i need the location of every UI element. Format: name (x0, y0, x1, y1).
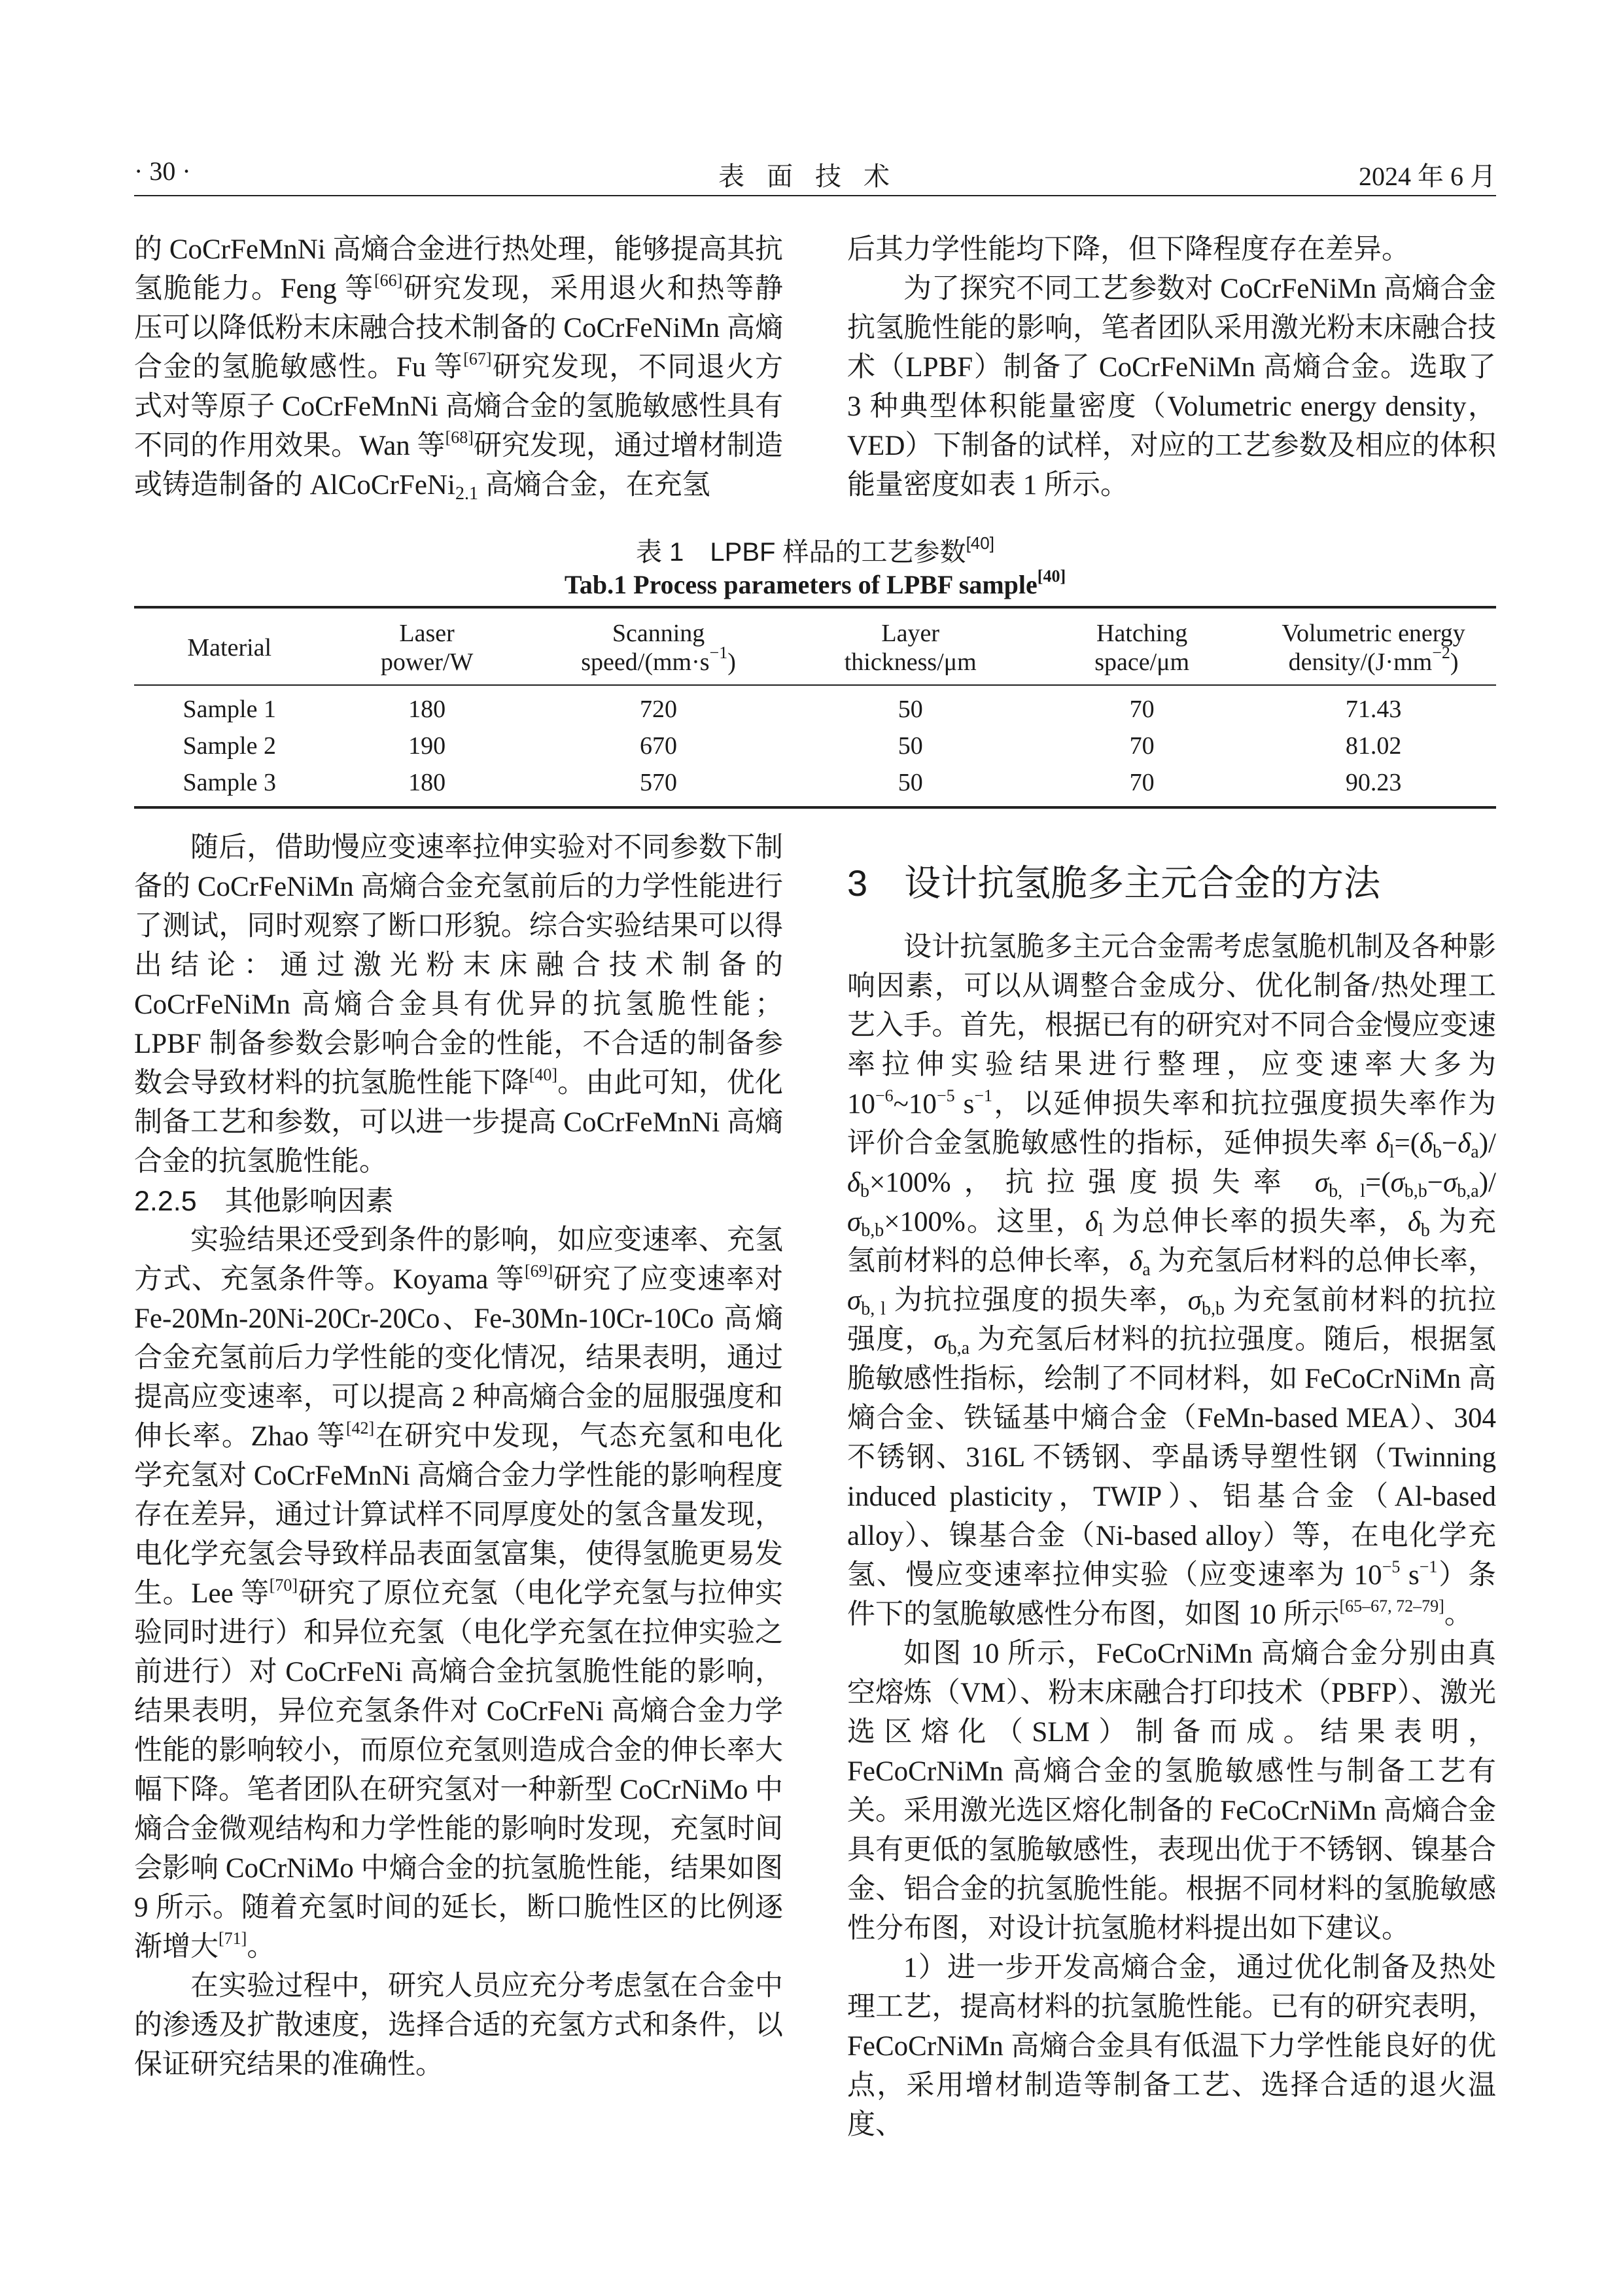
paragraph: 的 CoCrFeMnNi 高熵合金进行热处理，能够提高其抗氢脆能力。Feng 等[66]研究发现，采用退火和热等静压可以降低粉末床融合技术制备的 CoCrFeNiMn 高熵合金的氢脆敏感性。Fu 等[67]研究发现，不同退火方式对等原子 CoCrFeMnNi 高熵合金的氢脆敏感性具有不同的作用效果。Wan 等[68]研究发现，通过增材制造或铸造制备的 AlCoCrFeNi$_{2.1}$ 高熵合金，在充氢 (134, 234, 784, 504)
table-cell: 70 (1129, 732, 1155, 760)
column-left-bottom (134, 828, 783, 2085)
table-caption-en: Tab.1 Process parameters of LPBF sample[40] (564, 567, 1066, 599)
paragraph: 如图 10 所示，FeCoCrNiMn 高熵合金分别由真空熔炼（VM）、粉末床融合打印技术（PBFP）、激光选区熔化（SLM）制备而成。结果表明，FeCoCrNiMn 高熵合金的氢脆敏感性与制备工艺有关。采用激光选区熔化制备的 FeCoCrNiMn 高熵合金具有更低的氢脆敏感性，表现出优于不锈钢、镍基合金、铝合金的抗氢脆性能。根据不同材料的氢脆敏感性分布图，对设计抗氢脆材料提出如下建议。 (847, 1638, 1496, 1944)
table-row (134, 728, 1496, 764)
table-cell: 180 (408, 696, 446, 723)
table-cell: Sample 2 (183, 732, 276, 760)
col-header-hatching-space: Hatching space/μm (1094, 620, 1190, 676)
table-cell: 670 (640, 732, 678, 760)
paragraph: 1）进一步开发高熵合金，通过优化制备及热处理工艺，提高材料的抗氢脆性能。已有的研究表明，FeCoCrNiMn 高熵合金具有低温下力学性能良好的优点，采用增材制造等制备工艺、选择合适的退火温度、 (847, 1952, 1496, 2140)
table-cell: 70 (1129, 769, 1155, 796)
table-row (134, 685, 1496, 728)
table-cell: 50 (898, 696, 923, 723)
section-heading: 3 设计抗氢脆多主元合金的方法 (847, 862, 1381, 904)
table-cell: Sample 3 (183, 769, 276, 796)
col-header-layer-thickness: Layer thickness/μm (844, 620, 977, 676)
col-header-laser-power: Laser power/W (380, 620, 474, 676)
issue-date: 2024 年 6 月 (1359, 162, 1496, 191)
process-parameters-table (134, 606, 1496, 809)
column-left-top (134, 230, 783, 505)
paragraph: 设计抗氢脆多主元合金需考虑氢脆机制及各种影响因素，可以从调整合金成分、优化制备/热处理工艺入手。首先，根据已有的研究对不同合金慢应变速率拉伸实验结果进行整理，应变速率大多为 $10^{-6}\sim 10^{-5}$ $s^{-1}$，以延伸损失率和抗拉强度损失率作为评价合金氢脆敏感性的指标，延伸损失率 $\delta_l=(\delta_b-\delta_a)/\delta_b\times 100\%$，抗拉强度损失率 $\sigma_{b, l}=(\sigma_{b,b}-\sigma_{b,a})/\sigma_{b,b}\times 100\%$。这里，$\delta_l$ 为总伸长率的损失率，$\delta_b$ 为充氢前材料的总伸长率，$\delta_a$ 为充氢后材料的总伸长率，$\sigma_{b, l}$ 为抗拉强度的损失率，$\sigma_{b,b}$ 为充氢前材料的抗拉强度，$\sigma_{b,a}$ 为充氢后材料的抗拉强度。随后，根据氢脆敏感性指标，绘制了不同材料，如 FeCoCrNiMn 高熵合金、铁锰基中熵合金（FeMn-based MEA）、304 不锈钢、316L 不锈钢、孪晶诱导塑性钢（Twinning induced plasticity，TWIP）、铝基合金（Al-based alloy）、镍基合金（Ni-based alloy）等，在电化学充氢、慢应变速率拉伸实验（应变速率为 $10^{-5}$ $s^{-1}$）条件下的氢脆敏感性分布图，如图 10 所示[65–67, 72–79]。 (847, 932, 1497, 1630)
column-right-bottom (847, 857, 1496, 2145)
subsection-heading: 2.2.5 其他影响因素 (134, 1186, 394, 1217)
table-caption-cn: 表 1 LPBF 样品的工艺参数[40] (636, 533, 994, 567)
journal-title: 表面技术 (718, 162, 912, 191)
page-number: · 30 · (134, 156, 191, 186)
table-cell: 50 (898, 769, 923, 796)
paragraph: 实验结果还受到条件的影响，如应变速率、充氢方式、充氢条件等。Koyama 等[69]研究了应变速率对 Fe-20Mn-20Ni-20Cr-20Co、Fe-30Mn-10Cr-10Co 高熵合金充氢前后力学性能的变化情况，结果表明，通过提高应变速率，可以提高 2 种高熵合金的屈服强度和伸长率。Zhao 等[42]在研究中发现，气态充氢和电化学充氢对 CoCrFeMnNi 高熵合金力学性能的影响程度存在差异，通过计算试样不同厚度处的氢含量发现，电化学充氢会导致样品表面氢富集，使得氢脆更易发生。Lee 等[70]研究了原位充氢（电化学充氢与拉伸实验同时进行）和异位充氢（电化学充氢在拉伸实验之前进行）对 CoCrFeNi 高熵合金抗氢脆性能的影响，结果表明，异位充氢条件对 CoCrFeNi 高熵合金力学性能的影响较小，而原位充氢则造成合金的伸长率大幅下降。笔者团队在研究氢对一种新型 CoCrNiMo 中熵合金微观结构和力学性能的影响时发现，充氢时间会影响 CoCrNiMo 中熵合金的抗氢脆性能，结果如图 9 所示。随着充氢时间的延长，断口脆性区的比例逐渐增大[71]。 (134, 1225, 784, 1962)
table-cell: 720 (640, 696, 678, 723)
table-cell: 71.43 (1345, 696, 1402, 723)
table-cell: 190 (408, 732, 446, 760)
table-cell: 90.23 (1345, 769, 1402, 796)
table-header-row (134, 607, 1496, 685)
table-cell: 81.02 (1345, 732, 1402, 760)
column-right-top (847, 230, 1496, 505)
col-header-material: Material (187, 634, 272, 662)
header-rule (134, 195, 1496, 196)
table-cell: 180 (408, 769, 446, 796)
table-cell: 70 (1129, 696, 1155, 723)
col-header-scanning-speed: Scanning speed/$(mm\cdot s^{-1})$ (581, 620, 736, 676)
table-cell: 50 (898, 732, 923, 760)
col-header-ved: Volumetric energy density/$(J\cdot mm^{-2})$ (1282, 620, 1465, 676)
paragraph: 为了探究不同工艺参数对 CoCrFeNiMn 高熵合金抗氢脆性能的影响，笔者团队采用激光粉末床融合技术（LPBF）制备了 CoCrFeNiMn 高熵合金。选取了 3 种典型体积能量密度（Volumetric energy density，VED）下制备的试样，对应的工艺参数及相应的体积能量密度如表 1 所示。 (847, 274, 1496, 501)
table-cell: 570 (640, 769, 678, 796)
table-cell: Sample 1 (183, 696, 276, 723)
table-row (134, 764, 1496, 807)
paragraph: 后其力学性能均下降，但下降程度存在差异。 (847, 234, 1410, 265)
paragraph: 在实验过程中，研究人员应充分考虑氢在合金中的渗透及扩散速度，选择合适的充氢方式和条件，以保证研究结果的准确性。 (134, 1971, 783, 2080)
paragraph: 随后，借助慢应变速率拉伸实验对不同参数下制备的 CoCrFeNiMn 高熵合金充氢前后的力学性能进行了测试，同时观察了断口形貌。综合实验结果可以得出结论：通过激光粉末床融合技术制备的 CoCrFeNiMn 高熵合金具有优异的抗氢脆性能；LPBF 制备参数会影响合金的性能，不合适的制备参数会导致材料的抗氢脆性能下降[40]。由此可知，优化制备工艺和参数，可以进一步提高 CoCrFeMnNi 高熵合金的抗氢脆性能。 (134, 832, 784, 1177)
running-header (134, 152, 1496, 191)
